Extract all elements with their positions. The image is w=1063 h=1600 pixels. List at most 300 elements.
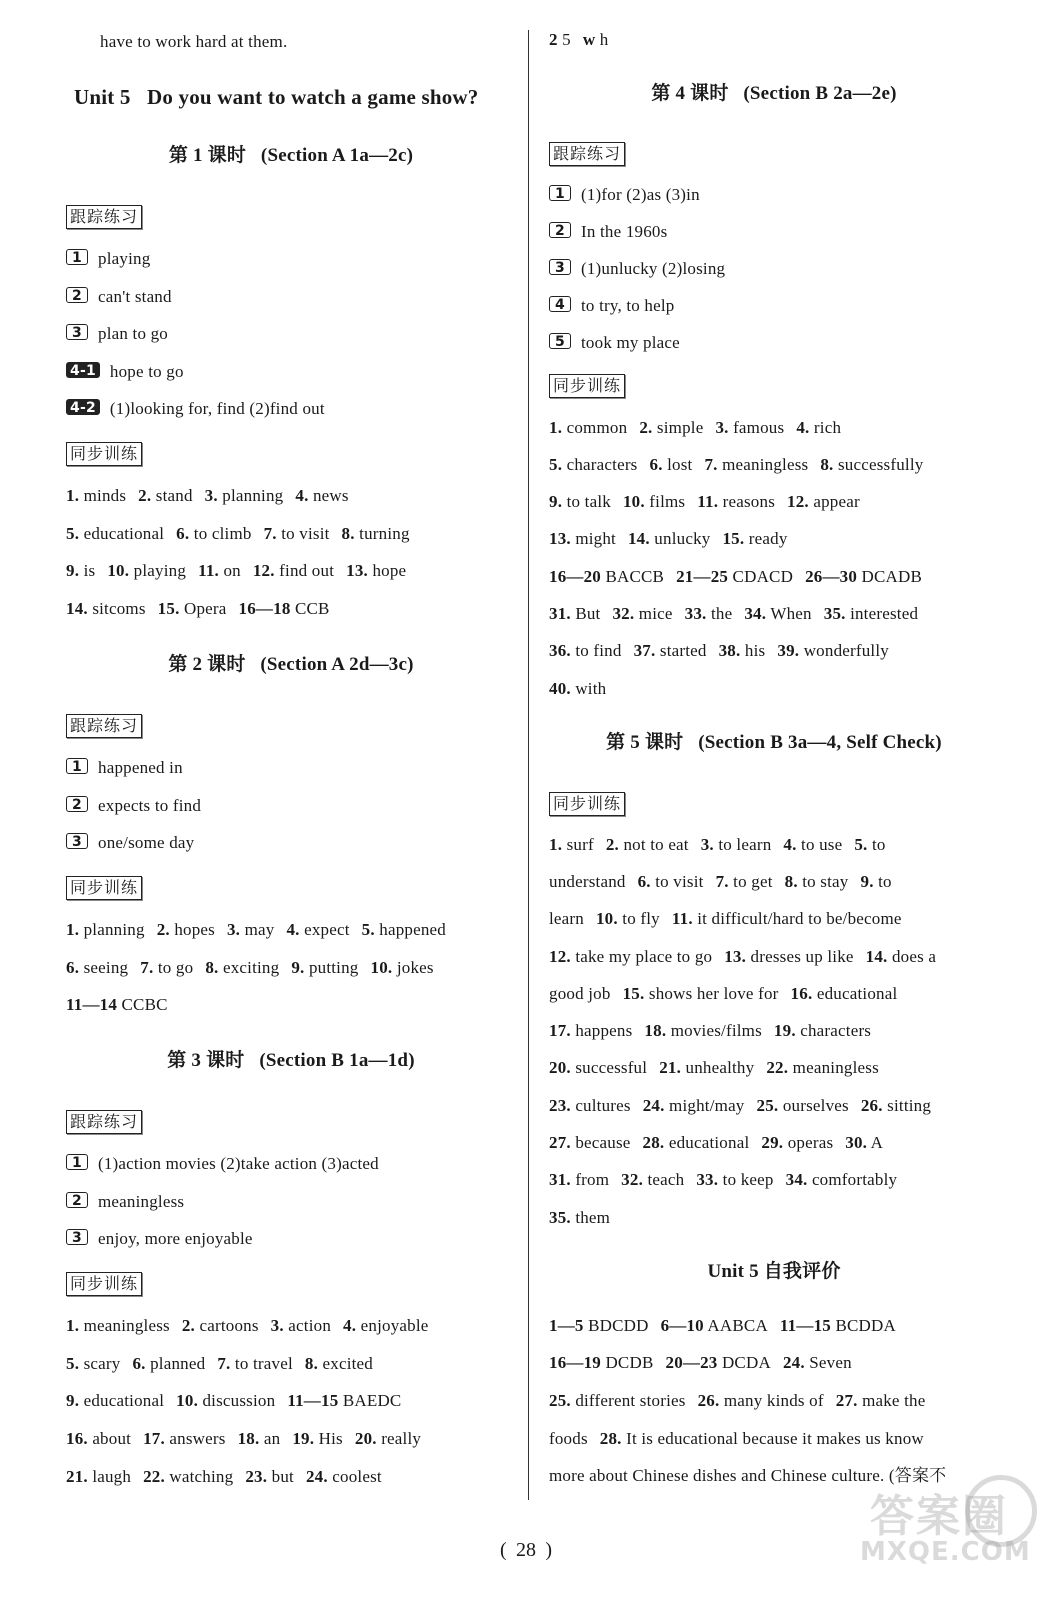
- lesson-title: [66, 654, 516, 676]
- answer-text: to use: [801, 835, 843, 854]
- answer-text: about: [92, 1429, 132, 1448]
- answer-number: 5.: [361, 920, 375, 939]
- answer-number: 18.: [644, 1021, 667, 1040]
- lesson-section: (Section A 2d—3c): [260, 654, 414, 675]
- answer-text: happened: [379, 920, 446, 939]
- answer-number: 2: [549, 30, 558, 49]
- item-answer: (1)action movies (2)take action (3)acted: [98, 1154, 379, 1173]
- answer-number: 22.: [143, 1467, 165, 1486]
- answer-text: to stay: [802, 872, 849, 891]
- answer-text: on: [223, 561, 241, 580]
- exercise-item: [66, 286, 172, 308]
- answer-line: [549, 491, 860, 513]
- answer-number: 36.: [549, 641, 571, 660]
- answer-number: 9.: [66, 561, 80, 580]
- item-number-badge: 4: [549, 296, 571, 312]
- answer-text: an: [263, 1429, 281, 1448]
- answer-line: [66, 560, 406, 582]
- answer-text: to: [871, 835, 886, 854]
- answer-number: 2.: [156, 920, 170, 939]
- answer-text: is: [83, 561, 96, 580]
- answer-text: His: [318, 1429, 343, 1448]
- exercise-item: [66, 248, 150, 270]
- answer-line: [66, 994, 168, 1016]
- answer-number: 8.: [304, 1354, 319, 1373]
- answer-line: [549, 1169, 897, 1191]
- answer-number: 8.: [205, 958, 219, 977]
- answer-number: 35.: [823, 604, 846, 623]
- answer-text: simple: [656, 418, 704, 437]
- answer-text: Opera: [183, 599, 227, 618]
- answer-text: DCADB: [861, 567, 923, 586]
- answer-text: because: [575, 1133, 631, 1152]
- item-number-badge: 2: [66, 796, 88, 812]
- answer-line: [66, 919, 446, 941]
- answer-number: 1.: [66, 486, 80, 505]
- unit-name: Do you want to watch a game show?: [146, 85, 479, 109]
- answer-number: 26.: [697, 1391, 720, 1410]
- answer-number: 22.: [766, 1058, 789, 1077]
- answer-text: laugh: [92, 1467, 132, 1486]
- answer-number: 10.: [370, 958, 393, 977]
- answer-text: but: [271, 1467, 294, 1486]
- answer-text: appear: [813, 492, 860, 511]
- answer-text: cultures: [575, 1096, 631, 1115]
- answer-number: 29.: [761, 1133, 784, 1152]
- answer-number: 3.: [715, 418, 729, 437]
- answer-number: 8.: [341, 524, 355, 543]
- answer-number: 13.: [346, 561, 368, 580]
- answer-text: educational: [816, 984, 898, 1003]
- answer-text: CCB: [294, 599, 330, 618]
- answer-number: 32.: [621, 1170, 644, 1189]
- answer-number: 15.: [157, 599, 180, 618]
- item-answer: can't stand: [98, 287, 172, 306]
- answer-number: 16.: [66, 1429, 88, 1448]
- answer-line: [549, 566, 922, 588]
- answer-number: 24.: [642, 1096, 665, 1115]
- answer-text: A: [870, 1133, 884, 1152]
- answer-text: exciting: [222, 958, 280, 977]
- answer-number: 9.: [549, 492, 563, 511]
- answer-number: 10.: [176, 1391, 199, 1410]
- answer-line: [549, 1057, 879, 1079]
- answer-text: minds: [83, 486, 127, 505]
- section-tag: 同步训练: [66, 1272, 142, 1296]
- answer-text: to talk: [566, 492, 611, 511]
- answer-text: BCDDA: [835, 1316, 896, 1335]
- lesson-title: [66, 145, 516, 167]
- lesson-number: 第 1 课时: [168, 145, 247, 166]
- answer-number: 4.: [796, 418, 810, 437]
- answer-number: 16—19: [549, 1353, 601, 1372]
- answer-text: mice: [638, 604, 673, 623]
- answer-number: 1.: [66, 920, 80, 939]
- answer-number: 20.: [549, 1058, 571, 1077]
- answer-number: 5.: [66, 524, 80, 543]
- section-tag: 同步训练: [66, 442, 142, 466]
- answer-number: 21.: [659, 1058, 682, 1077]
- section-tag: 同步训练: [549, 792, 625, 816]
- answer-number: 16—18: [238, 599, 291, 618]
- answer-line: [66, 1466, 382, 1488]
- answer-text: educational: [83, 524, 165, 543]
- answer-number: 5.: [549, 455, 563, 474]
- answer-line: [549, 1352, 852, 1374]
- section-tag: 同步训练: [66, 876, 142, 900]
- answer-number: 8.: [784, 872, 798, 891]
- answer-line: [549, 1207, 610, 1229]
- answer-number: 6.: [66, 958, 80, 977]
- exercise-item: [549, 184, 700, 206]
- answer-line: [549, 603, 918, 625]
- answer-text: successful: [575, 1058, 648, 1077]
- answer-text: to keep: [722, 1170, 774, 1189]
- answer-text: turning: [359, 524, 410, 543]
- answer-text: comfortably: [811, 1170, 898, 1189]
- item-answer: meaningless: [98, 1192, 185, 1211]
- answer-text: learn: [549, 909, 584, 928]
- answer-number: 19.: [773, 1021, 796, 1040]
- answer-number: 16.: [790, 984, 813, 1003]
- answer-text: might/may: [669, 1096, 745, 1115]
- answer-text: rich: [813, 418, 842, 437]
- answer-number: 23.: [549, 1096, 571, 1115]
- answer-text: ready: [748, 529, 788, 548]
- answer-text: surf: [566, 835, 594, 854]
- answer-number: 15.: [722, 529, 745, 548]
- answer-number: 8.: [820, 455, 834, 474]
- answer-text: to learn: [718, 835, 772, 854]
- answer-number: 11.: [697, 492, 719, 511]
- answer-line: [549, 834, 886, 856]
- watermark-logo: [840, 1475, 1040, 1575]
- answer-number: 11—15: [779, 1316, 831, 1335]
- answer-number: 14.: [66, 599, 88, 618]
- answer-line: [549, 417, 841, 439]
- answer-text: stand: [155, 486, 193, 505]
- answer-text: different stories: [575, 1391, 686, 1410]
- answer-number: 33.: [696, 1170, 719, 1189]
- section-tag: 跟踪练习: [66, 205, 142, 229]
- item-number-badge: 3: [66, 833, 88, 849]
- item-answer: In the 1960s: [581, 222, 668, 241]
- answer-text: When: [770, 604, 812, 623]
- answer-number: 35.: [549, 1208, 571, 1227]
- self-evaluation-label: Unit 5 自我评价: [707, 1261, 841, 1282]
- answer-number: 10.: [107, 561, 130, 580]
- item-answer: playing: [98, 249, 151, 268]
- answer-text: many kinds of: [723, 1391, 824, 1410]
- answer-line: [549, 1132, 883, 1154]
- item-answer: expects to find: [98, 796, 202, 815]
- answer-number: 21—25: [676, 567, 729, 586]
- answer-text: wonderfully: [803, 641, 889, 660]
- lesson-number: 第 4 课时: [651, 83, 729, 104]
- answer-number: w: [582, 30, 596, 49]
- item-number-badge: 3: [549, 259, 571, 275]
- answer-number: 5.: [66, 1354, 80, 1373]
- answer-number: 14.: [627, 529, 650, 548]
- answer-text: planned: [150, 1354, 206, 1373]
- answer-text: common: [566, 418, 628, 437]
- item-answer: to try, to help: [581, 296, 675, 315]
- answer-line: [549, 1428, 924, 1450]
- answer-line: [549, 454, 923, 476]
- lesson-title: [66, 1050, 516, 1072]
- answer-text: But: [575, 604, 601, 623]
- answer-line: [549, 1020, 871, 1042]
- answer-text: dresses up like: [750, 947, 854, 966]
- answer-text: DCDA: [721, 1353, 771, 1372]
- answer-text: the: [710, 604, 733, 623]
- answer-text: his: [744, 641, 766, 660]
- answer-text: playing: [133, 561, 187, 580]
- answer-number: 13.: [724, 947, 747, 966]
- answer-line: [66, 1315, 429, 1337]
- answer-text: sitcoms: [92, 599, 146, 618]
- answer-number: 3.: [226, 920, 241, 939]
- answer-number: 11—15: [287, 1391, 339, 1410]
- answer-number: 39.: [777, 641, 800, 660]
- answer-line: [66, 485, 349, 507]
- answer-text: meaningless: [792, 1058, 879, 1077]
- lesson-title: [549, 83, 999, 105]
- answer-number: 2.: [639, 418, 653, 437]
- answer-text: h: [599, 30, 609, 49]
- lesson-number: 第 5 课时: [606, 732, 684, 753]
- answer-line: [66, 1390, 401, 1412]
- answer-text: to climb: [193, 524, 252, 543]
- answer-text: scary: [83, 1354, 121, 1373]
- answer-number: 4.: [295, 486, 309, 505]
- answer-text: hope: [372, 561, 407, 580]
- answer-number: 7.: [715, 872, 729, 891]
- answer-text: meaningless: [722, 455, 809, 474]
- answer-number: 6.: [637, 872, 651, 891]
- answer-text: meaningless: [83, 1316, 170, 1335]
- answer-text: them: [575, 1208, 611, 1227]
- answer-number: 11.: [671, 909, 693, 928]
- item-number-badge: 2: [66, 287, 88, 303]
- exercise-item: [66, 1228, 253, 1250]
- answer-line: [549, 1390, 926, 1412]
- item-number-badge: 4-1: [66, 362, 100, 378]
- answer-line: [549, 1095, 931, 1117]
- answer-number: 24.: [305, 1467, 328, 1486]
- answer-number: 23.: [245, 1467, 268, 1486]
- item-answer: plan to go: [98, 324, 168, 343]
- watermark-text: 答案圈: [870, 1491, 1008, 1542]
- answer-number: 37.: [633, 641, 656, 660]
- answer-text: movies/films: [670, 1021, 762, 1040]
- answer-number: 6.: [176, 524, 190, 543]
- lesson-section: (Section A 1a—2c): [260, 145, 414, 166]
- answer-number: 11—14: [66, 995, 118, 1014]
- answer-text: to find: [575, 641, 622, 660]
- exercise-item: [66, 1153, 379, 1175]
- lesson-section: (Section B 1a—1d): [259, 1050, 415, 1071]
- answer-number: 4.: [343, 1316, 357, 1335]
- answer-text: to: [878, 872, 892, 891]
- answer-number: 32.: [612, 604, 635, 623]
- answer-text: understand: [549, 872, 626, 891]
- lesson-number: 第 2 课时: [168, 654, 246, 675]
- answer-number: 27.: [549, 1133, 571, 1152]
- answer-number: 14.: [865, 947, 888, 966]
- answer-number: 33.: [684, 604, 707, 623]
- answer-text: really: [381, 1429, 422, 1448]
- answer-line: [66, 523, 410, 545]
- answer-number: 1.: [549, 418, 563, 437]
- answer-line: [549, 871, 892, 893]
- answer-line: [549, 908, 902, 930]
- answer-text: lost: [667, 455, 693, 474]
- answer-text: teach: [647, 1170, 685, 1189]
- watermark-url: MXQE.COM: [860, 1537, 1031, 1567]
- answer-number: 25.: [549, 1391, 571, 1410]
- answer-number: 20—23: [665, 1353, 718, 1372]
- item-number-badge: 4-2: [66, 399, 100, 415]
- section-tag: 跟踪练习: [66, 714, 142, 738]
- answer-text: good job: [549, 984, 611, 1003]
- answer-number: 1.: [549, 835, 563, 854]
- answer-number: 17.: [143, 1429, 165, 1448]
- item-answer: (1)for (2)as (3)in: [581, 185, 700, 204]
- answer-number: 19.: [292, 1429, 315, 1448]
- answer-number: 5.: [854, 835, 868, 854]
- answer-number: 7.: [140, 958, 154, 977]
- item-number-badge: 1: [66, 1154, 88, 1170]
- answer-text: to travel: [234, 1354, 293, 1373]
- answer-text: shows her love for: [648, 984, 779, 1003]
- answer-number: 34.: [785, 1170, 808, 1189]
- answer-text: unhealthy: [685, 1058, 755, 1077]
- exercise-item: [549, 221, 667, 243]
- answer-text: might: [575, 529, 616, 548]
- answer-number: 4.: [286, 920, 300, 939]
- item-answer: happened in: [98, 758, 183, 777]
- answer-text: Seven: [809, 1353, 852, 1372]
- exercise-item: [66, 795, 201, 817]
- answer-text: to go: [157, 958, 194, 977]
- answer-number: 2.: [181, 1316, 196, 1335]
- answer-number: 7.: [704, 455, 718, 474]
- answer-number: 20.: [354, 1429, 377, 1448]
- answer-text: characters: [566, 455, 638, 474]
- answer-text: excited: [322, 1354, 373, 1373]
- answer-line: [66, 1428, 421, 1450]
- item-answer: hope to go: [109, 362, 184, 381]
- self-evaluation-title: [549, 1261, 999, 1283]
- answer-number: 27.: [835, 1391, 858, 1410]
- answer-text: action: [288, 1316, 332, 1335]
- answer-number: 38.: [718, 641, 741, 660]
- answer-text: seeing: [83, 958, 129, 977]
- answer-text: interested: [850, 604, 919, 623]
- answer-number: 18.: [237, 1429, 260, 1448]
- answer-text: BAEDC: [342, 1391, 402, 1410]
- answer-line: [66, 1353, 373, 1375]
- answer-number: 3.: [270, 1316, 284, 1335]
- exercise-item: [66, 398, 325, 420]
- answer-number: 24.: [782, 1353, 805, 1372]
- column-divider: [528, 30, 529, 1500]
- answer-number: 31.: [549, 1170, 571, 1189]
- answer-number: 6.: [649, 455, 663, 474]
- answer-text: hopes: [174, 920, 215, 939]
- answer-number: 13.: [549, 529, 571, 548]
- answer-text: take my place to go: [575, 947, 713, 966]
- item-answer: enjoy, more enjoyable: [98, 1229, 253, 1248]
- answer-text: BDCDD: [588, 1316, 649, 1335]
- answer-text: answers: [169, 1429, 226, 1448]
- answer-text: reasons: [722, 492, 776, 511]
- answer-number: 2.: [605, 835, 620, 854]
- answer-text: happens: [575, 1021, 633, 1040]
- answer-text: 5: [562, 30, 571, 49]
- exercise-item: [66, 1191, 184, 1213]
- answer-line: [549, 640, 889, 662]
- answer-text: it difficult/hard to be/become: [697, 909, 902, 928]
- answer-number: 4.: [783, 835, 797, 854]
- answer-text: It is educational because it makes us know: [626, 1429, 924, 1448]
- answer-line: [66, 598, 330, 620]
- answer-text: to visit: [281, 524, 330, 543]
- answer-text: planning: [222, 486, 284, 505]
- answer-text: operas: [787, 1133, 834, 1152]
- answer-text: coolest: [332, 1467, 382, 1486]
- answer-number: 17.: [549, 1021, 571, 1040]
- answer-text: films: [649, 492, 686, 511]
- item-number-badge: 1: [66, 249, 88, 265]
- answer-text: educational: [668, 1133, 750, 1152]
- answer-number: 6.: [132, 1354, 146, 1373]
- answer-line: [549, 1315, 896, 1337]
- answer-number: 7.: [263, 524, 277, 543]
- answer-line: [66, 957, 434, 979]
- answer-text: AABCA: [707, 1316, 768, 1335]
- answer-text: ourselves: [782, 1096, 849, 1115]
- answer-number: 10.: [595, 909, 618, 928]
- answer-text: news: [312, 486, 349, 505]
- answer-text: successfully: [837, 455, 924, 474]
- answer-text: foods: [549, 1429, 588, 1448]
- exercise-item: [66, 757, 183, 779]
- answer-text: planning: [83, 920, 145, 939]
- item-answer: one/some day: [98, 833, 195, 852]
- answer-number: 34.: [744, 604, 767, 623]
- unit-title: [74, 86, 479, 108]
- item-number-badge: 1: [549, 185, 571, 201]
- answer-text: putting: [308, 958, 359, 977]
- answer-text: unlucky: [654, 529, 711, 548]
- item-number-badge: 5: [549, 333, 571, 349]
- answer-number: 11.: [198, 561, 219, 580]
- answer-number: 6—10: [660, 1316, 704, 1335]
- answer-number: 9.: [291, 958, 305, 977]
- answer-text: enjoyable: [360, 1316, 429, 1335]
- answer-number: 9.: [860, 872, 874, 891]
- answer-number: 1—5: [549, 1316, 584, 1335]
- exercise-item: [549, 258, 725, 280]
- answer-text: more about Chinese dishes and Chinese culture. (答案不: [549, 1466, 947, 1485]
- item-answer: (1)unlucky (2)losing: [581, 259, 726, 278]
- answer-text: to get: [733, 872, 773, 891]
- item-number-badge: 2: [66, 1192, 88, 1208]
- answer-text: does a: [891, 947, 937, 966]
- answer-number: 12.: [549, 947, 571, 966]
